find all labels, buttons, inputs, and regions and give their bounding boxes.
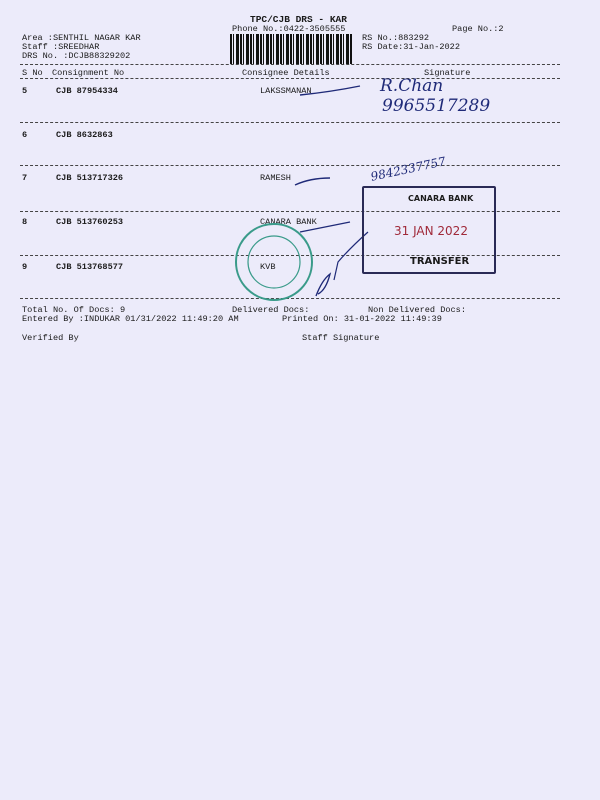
stamp-date: 31 JAN 2022 (394, 224, 468, 238)
row-consignee: RAMESH (260, 173, 291, 183)
row-consignment: CJB 87954334 (56, 86, 118, 96)
rs-number: RS No.:883292 (362, 33, 430, 43)
bank-stamp (362, 186, 496, 274)
row-consignee: KVB (260, 262, 276, 272)
delivered-docs: Delivered Docs: (232, 305, 310, 315)
col-sno: S No (22, 68, 43, 78)
row-consignee: LAKSSMANAN (260, 86, 312, 96)
stamp-transfer: TRANSFER (410, 256, 470, 267)
staff-label: Staff :SREEDHAR (22, 42, 100, 52)
row-consignment: CJB 513717326 (56, 173, 124, 183)
handwritten-phone-2: 9842337757 (369, 154, 447, 184)
non-delivered-docs: Non Delivered Docs: (368, 305, 466, 315)
row-sno: 5 (22, 86, 28, 96)
handwritten-name: R.Chan (380, 76, 444, 96)
row-consignment: CJB 513760253 (56, 217, 124, 227)
row-sno: 7 (22, 173, 28, 183)
entered-by: Entered By :INDUKAR 01/31/2022 11:49:20 AM (22, 314, 239, 324)
row-sno: 8 (22, 217, 28, 227)
handwritten-phone: 9965517289 (382, 96, 491, 116)
stamp-bank-name: CANARA BANK (408, 194, 474, 203)
staff-signature: Staff Signature (302, 333, 380, 343)
row-consignee: CANARA BANK (260, 217, 317, 227)
row-consignment: CJB 513768577 (56, 262, 124, 272)
printed-on: Printed On: 31-01-2022 11:49:39 (282, 314, 442, 324)
area-label: Area :SENTHIL NAGAR KAR (22, 33, 141, 43)
row-sno: 9 (22, 262, 28, 272)
row-consignment: CJB 8632863 (56, 130, 113, 140)
col-signature: Signature (424, 68, 471, 78)
drs-number: DRS No. :DCJB88329202 (22, 51, 131, 61)
phone-number: Phone No.:0422-3505555 (232, 24, 346, 34)
col-consignment: Consignment No (52, 68, 125, 78)
verified-by: Verified By (22, 333, 79, 343)
drs-title: TPC/CJB DRS - KAR (250, 14, 347, 25)
row-sno: 6 (22, 130, 28, 140)
page-number: Page No.:2 (452, 24, 504, 34)
total-docs: Total No. Of Docs: 9 (22, 305, 126, 315)
rs-date: RS Date:31-Jan-2022 (362, 42, 460, 52)
col-consignee: Consignee Details (242, 68, 330, 78)
